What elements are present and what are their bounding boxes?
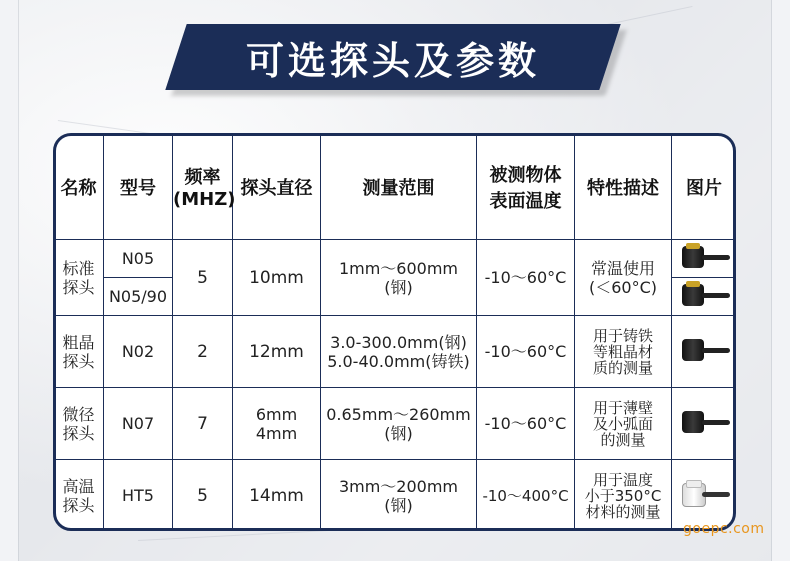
row-frequency: 7: [173, 388, 233, 460]
probe-n05-image: [672, 240, 737, 278]
header-frequency: [173, 134, 236, 240]
row-desc-line: (＜60°C): [588, 277, 658, 297]
row-description: [575, 316, 672, 388]
probe-n02-image: [672, 316, 737, 388]
row-desc-line: 常温使用: [590, 258, 655, 278]
row-name: [54, 460, 104, 532]
row-model: HT5: [104, 460, 173, 532]
table-row: [54, 240, 737, 278]
row-name-line: 标准: [62, 258, 95, 278]
row-temperature: -10～400°C: [477, 460, 575, 532]
row-frequency: 5: [173, 240, 233, 316]
row-description: [575, 388, 672, 460]
header-description: 特性描述: [575, 134, 672, 240]
header-model: 型号: [104, 134, 173, 240]
row-model: N02: [104, 316, 173, 388]
row-desc-line: 及小弧面: [592, 414, 653, 433]
header-surface-temp: [477, 134, 575, 240]
row-temperature: -10～60°C: [477, 316, 575, 388]
page-title: 可选探头及参数: [245, 38, 540, 83]
row-desc-line: 材料的测量: [585, 502, 661, 521]
row-desc-line: 用于铸铁: [592, 326, 653, 345]
row-diameter: 10mm: [233, 240, 321, 316]
row-name-line: 高温: [62, 476, 95, 496]
row-name-line: 探头: [62, 277, 95, 297]
row-range-line: 3.0-300.0mm(钢): [330, 332, 467, 352]
row-diameter: [233, 388, 321, 460]
row-desc-line: 用于温度: [592, 470, 653, 489]
row-name: [54, 388, 104, 460]
row-diameter-line: 4mm: [255, 423, 298, 443]
row-temperature: -10～60°C: [477, 388, 575, 460]
row-range-line: (钢): [384, 423, 413, 443]
row-model: N07: [104, 388, 173, 460]
row-range-line: 5.0-40.0mm(铸铁): [327, 351, 470, 371]
header-image: 图片: [672, 134, 737, 240]
row-model: N05/90: [104, 278, 173, 316]
row-description: [575, 240, 672, 316]
row-desc-line: 的测量: [600, 430, 646, 449]
row-name-line: 微径: [62, 404, 95, 424]
row-range: [321, 316, 477, 388]
row-range-line: (钢): [384, 495, 413, 515]
table-row: [54, 388, 737, 460]
row-range: [321, 240, 477, 316]
header-temp-line2: 表面温度: [489, 190, 562, 212]
table-row: [54, 316, 737, 388]
row-range: [321, 388, 477, 460]
row-range-line: 1mm～600mm: [338, 258, 459, 278]
header-range: 测量范围: [321, 134, 477, 240]
row-description: [575, 460, 672, 532]
header-freq-label: 频率: [184, 167, 221, 188]
row-desc-line: 小于350°C: [584, 486, 662, 505]
row-range-line: (钢): [384, 277, 413, 297]
row-name: [54, 240, 104, 316]
row-name: [54, 316, 104, 388]
row-frequency: 5: [173, 460, 233, 532]
header-name: 名称: [54, 134, 104, 240]
header-freq-unit: (MHZ): [173, 189, 236, 210]
row-name-line: 探头: [62, 423, 95, 443]
probe-n05-90-image: [672, 278, 737, 316]
probe-table: [53, 133, 736, 531]
row-range-line: 3mm～200mm: [338, 476, 459, 496]
row-diameter-line: 6mm: [255, 404, 298, 424]
row-diameter: 12mm: [233, 316, 321, 388]
row-diameter: 14mm: [233, 460, 321, 532]
row-desc-line: 用于薄壁: [592, 398, 653, 417]
header-diameter: 探头直径: [233, 134, 321, 240]
row-desc-line: 质的测量: [592, 358, 653, 377]
row-range-line: 0.65mm～260mm: [326, 404, 471, 424]
watermark-text: goepc.com: [683, 521, 765, 537]
probe-n07-image: [672, 388, 737, 460]
row-name-line: 粗晶: [62, 332, 95, 352]
header-row: [54, 134, 737, 240]
header-temp-line1: 被测物体: [489, 164, 562, 186]
row-desc-line: 等粗晶材: [592, 342, 653, 361]
row-model: N05: [104, 240, 173, 278]
row-name-line: 探头: [62, 351, 95, 371]
row-frequency: 2: [173, 316, 233, 388]
row-range: [321, 460, 477, 532]
table-row: [54, 460, 737, 532]
row-temperature: -10～60°C: [477, 240, 575, 316]
row-name-line: 探头: [62, 495, 95, 515]
